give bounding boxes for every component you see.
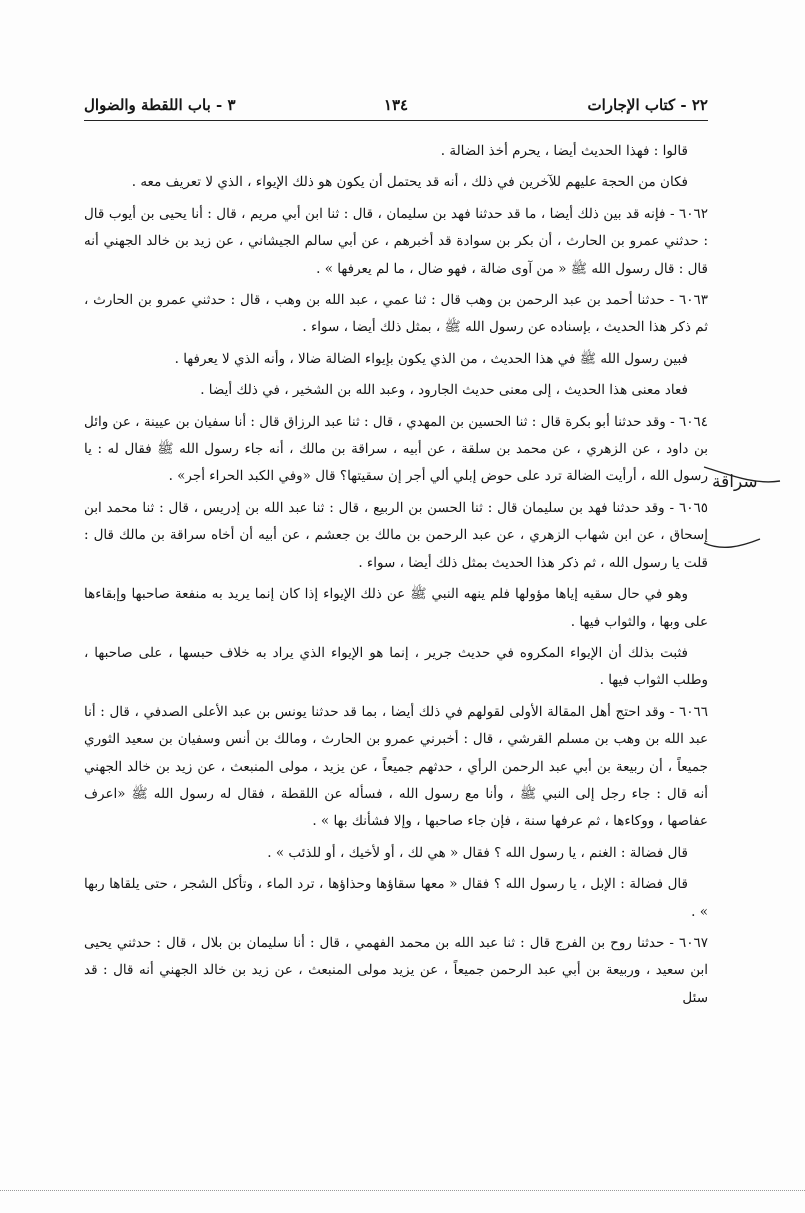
paragraph: فبين رسول الله ﷺ في هذا الحديث ، من الذي يكون بإيواء الضالة ضالا ، وأنه الذي لا يعرفها . [174,350,688,367]
hadith-6067: ٦٠٦٧ - حدثنا روح بن الفرج قال : ثنا عبد الله بن محمد الفهمي ، قال : أنا سليمان بن بلال ، قال : حدثني يحيى ابن سعيد ، وربيعة بن أبي عبد الرحمن جميعاً ، عن يزيد مولى المنبعث ، عن زيد بن خالد الجهني أنه قال : قد سئل [84,934,708,1006]
paragraph: فكان من الحجة عليهم للآخرين في ذلك ، أنه قد يحتمل أن يكون هو ذلك الإيواء ، الذي لا تعريف معه . [131,174,688,191]
section-title: ٣ - باب اللقطة والضوال [84,96,236,114]
margin-handwritten-note: سراقة [712,472,758,492]
hadith-6062: ٦٠٦٢ - فإنه قد بين ذلك أيضا ، ما قد حدثنا فهد بن سليمان ، قال : ثنا ابن أبي مريم ، قال : أنا يحيى بن أيوب قال : حدثني عمرو بن الحارث ، أن بكر بن سوادة قد أخبرهم ، عن أبي سالم الجيشاني ، عن زيد بن خالد الجهني أنه قال : قال رسول الله ﷺ « من آوى ضالة ، فهو ضال ، ما لم يعرفها » . [84,205,708,277]
paragraph: وهو في حال سقيه إياها مؤولها فلم ينهه النبي ﷺ عن ذلك الإيواء إذا كان إنما يريد به منفعة صاحبها وإبقاءها على وبها ، والثواب فيها . [84,586,708,630]
page-body [84,138,708,1012]
page-number: ١٣٤ [383,96,409,114]
hadith-6066: ٦٠٦٦ - وقد احتج أهل المقالة الأولى لقولهم في ذلك أيضا ، بما قد حدثنا يونس بن عبد الأعلى الصدفي ، قال : أنا عبد الله بن وهب بن مسلم القرشي ، قال : أخبرني عمرو بن الحارث ، ومالك بن أنس وسفيان بن سعيد الثوري جميعاً ، أن ربيعة بن أبي عبد الرحمن الرأي ، حدثهم جميعاً ، عن يزيد ، مولى المنبعث ، عن زيد بن خالد الجهني أنه قال : جاء رجل إلى النبي ﷺ ، وأنا مع رسول الله ، فسأله عن اللقطة ، فقال له رسول الله ﷺ «اعرف عفاصها ، ووكاءها ، ثم عرفها سنة ، فإن جاء صاحبها ، وإلا فشأنك بها » . [84,703,708,830]
margin-bracket-icon [700,455,805,555]
hadith-6064: ٦٠٦٤ - وقد حدثنا أبو بكرة قال : ثنا الحسين بن المهدي ، قال : ثنا عبد الرزاق قال : أنا سفيان بن عيينة ، عن وائل بن داود ، عن الزهري ، عن محمد بن سلقة ، عن أبيه ، سراقة بن مالك ، أنه جاء رسول الله ﷺ فقال له : يا رسول الله ، أرأيت الضالة ترد على حوض إبلي ألي أجر إن سقيتها؟ قال «وفي الكبد الحراء أجر» . [84,413,708,485]
paragraph: قال فضالة : الغنم ، يا رسول الله ؟ فقال « هي لك ، أو لأخيك ، أو للذئب » . [267,844,688,861]
paragraph: فثبت بذلك أن الإيواء المكروه في حديث جرير ، إنما هو الإيواء الذي يراد به خلاف حبسها ، على صاحبها ، وطلب الثواب فيها . [84,644,708,689]
hadith-6065: ٦٠٦٥ - وقد حدثنا فهد بن سليمان قال : ثنا الحسن بن الربيع ، قال : ثنا عبد الله بن إدريس ، قال : ثنا محمد ابن إسحاق ، عن ابن شهاب الزهري ، عن عبد الرحمن بن مالك بن جعشم ، عن أبيه أن أخاه سراقة بن مالك قال : قلت يا رسول الله ، ثم ذكر هذا الحديث بمثل ذلك أيضا ، سواء . [84,499,708,571]
page-bottom-edge [0,1190,805,1191]
page-header [84,92,708,120]
paragraph: فعاد معنى هذا الحديث ، إلى معنى حديث الجارود ، وعبد الله بن الشخير ، في ذلك أيضا . [200,382,688,399]
header-rule [84,120,708,121]
paragraph: قال فضالة : الإبل ، يا رسول الله ؟ فقال « معها سقاؤها وحذاؤها ، ترد الماء ، وتأكل الشجر ، حتى يلقاها ربها » . [84,876,708,920]
hadith-6063: ٦٠٦٣ - حدثنا أحمد بن عبد الرحمن بن وهب قال : ثنا عمي ، عبد الله بن وهب ، قال : حدثني عمرو بن الحارث ، ثم ذكر هذا الحديث ، بإسناده عن رسول الله ﷺ ، بمثل ذلك أيضا ، سواء . [84,292,708,336]
chapter-title: ٢٢ - كتاب الإجارات [587,96,708,114]
paragraph: قالوا : فهذا الحديث أيضا ، يحرم أخذ الضالة . [440,143,688,159]
